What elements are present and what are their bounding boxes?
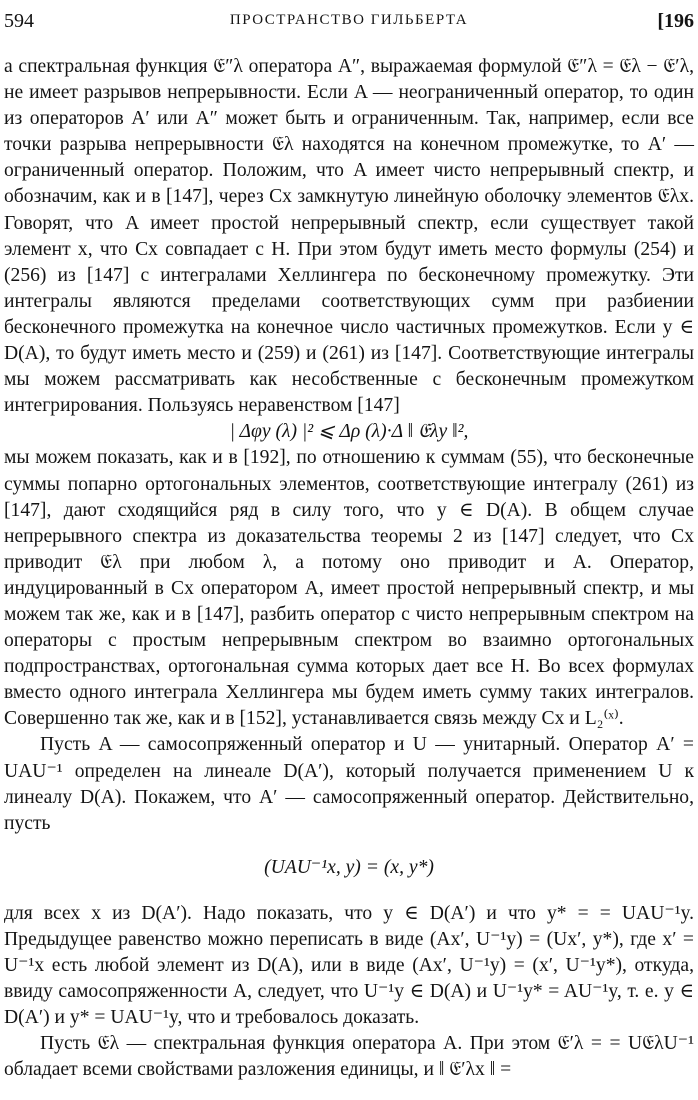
paragraph-spectral-function: а спектральная функция 𝔈″λ оператора A″, выражаемая формулой 𝔈″λ = 𝔈λ − 𝔈′λ, не имеет разрывов непрерывности. Если A — неограниченный оператор, то один из операторов A′ или A″ может быть и ограниченным. Так, например, если все точки разрыва непрерывности 𝔈λ находятся на конечном промежутке, то A′ — ограниченный оператор. Положим, что A имеет чисто непрерывный спектр, и обозначим, как и в [147], через Cx замкнутую линейную оболочку элементов 𝔈λx. Говорят, что A имеет простой непрерывный спектр, если существует такой элемент x, что Cx совпадает с H. При этом будут иметь место формулы (254) и (256) из [147] с интегралами Хеллингера по бесконечному промежутку. Эти интегралы являются пределами соответствующих сумм при разбиении бесконечного промежутка на конечное число частичных промежутков. Если y ∈ D(A), то будут иметь место и (259) и (261) из [147]. Соответствующие интегралы мы можем рассматривать как несобственные с бесконечным промежутком интегрирования. Пользуясь неравенством [147] [4, 56, 694, 417]
section-number: [196 [657, 10, 694, 32]
page-number: 594 [4, 10, 34, 32]
paragraph-proof: для всех x из D(A′). Надо показать, что y ∈ D(A′) и что y* = = UAU⁻¹y. Предыдущее равенство можно переписать в виде (Ax′, U⁻¹y) = (Ux′, y*), где x′ = U⁻¹x есть любой элемент из D(A), или в виде (Ax′, U⁻¹y) = (x′, U⁻¹y*), откуда, ввиду самосопряженности A, следует, что U⁻¹y ∈ D(A) и U⁻¹y* = AU⁻¹y, т. е. y ∈ D(A′) и y* = UAU⁻¹y, что и требовалось доказать. [4, 902, 694, 1029]
formula-inner-product: (UAU⁻¹x, y) = (x, y*) [264, 856, 434, 878]
page-header [4, 10, 694, 40]
paragraph-unitary-operator: Пусть A — самосопряженный оператор и U — унитарный. Оператор A′ = UAU⁻¹ определен на линеале D(A′), который получается применением U к линеалу D(A). Покажем, что A′ — самосопряженный оператор. Действительно, пусть [4, 734, 694, 834]
paragraph-infinite-sums: мы можем показать, как и в [192], по отношению к суммам (55), что бесконечные суммы попарно ортогональных элементов, соответствующие интегралу (261) из [147], дают сходящийся ряд в силу того, что y ∈ D(A). В общем случае непрерывного спектра из доказательства теоремы 2 из [147] следует, что Cx приводит 𝔈λ при любом λ, а потому оно приводит и A. Оператор, индуцированный в Cx оператором A, имеет простой непрерывный спектр, и мы можем так же, как и в [147], разбить оператор с чисто непрерывным спектром на операторы с простым непрерывным спектром во взаимно ортогональных подпространствах, ортогональная сумма которых дает все H. Во всех формулах вместо одного интеграла Хеллингера мы будем иметь сумму таких интегралов. Совершенно так же, как и в [152], устанавливается связь между Cx и L₂⁽ˣ⁾. [4, 447, 694, 730]
running-title: ПРОСТРАНСТВО ГИЛЬБЕРТА [229, 12, 469, 28]
paragraph-spectral-resolution: Пусть 𝔈λ — спектральная функция оператора A. При этом 𝔈′λ = = U𝔈λU⁻¹ обладает всеми свойствами разложения единицы, и ‖ 𝔈′λx ‖ = [4, 1033, 694, 1081]
formula-inequality: | Δφy (λ) |² ⩽ Δρ (λ)·Δ ‖ 𝔈λy ‖², [229, 421, 469, 443]
body-text [4, 54, 694, 1084]
